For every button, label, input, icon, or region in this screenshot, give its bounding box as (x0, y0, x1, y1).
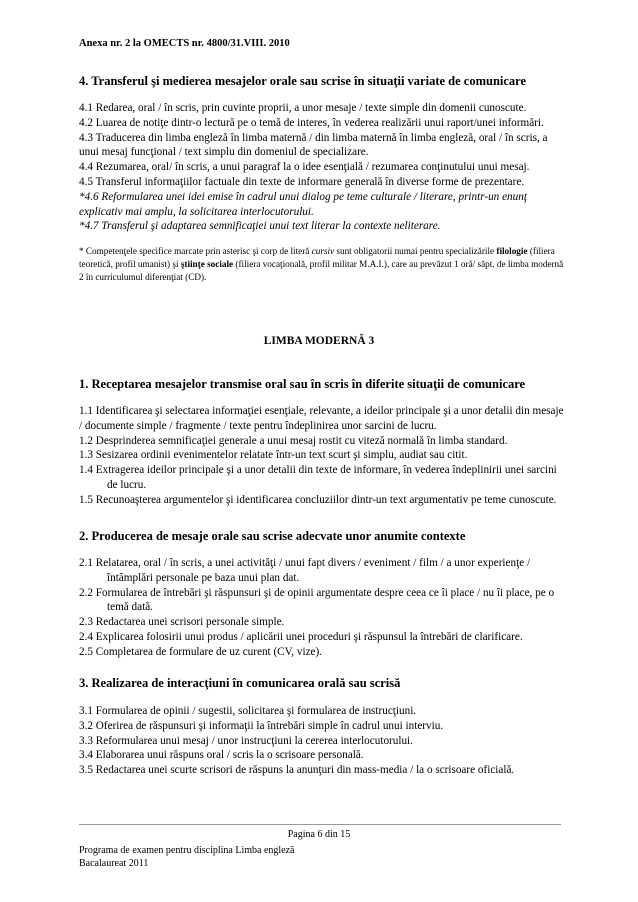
list-item-continuation: întâmplări personale pe baza unui plan dat. (107, 571, 300, 584)
list-item: 4.2 Luarea de notiţe dintr-o lectură pe o temă de interes, în vederea realizării unui raport/unei informări. (79, 116, 544, 129)
page-number: Pagina 6 din 15 (287, 829, 351, 840)
note-bold-word: filologie (496, 246, 528, 256)
list-item: 4.1 Redarea, oral / în scris, prin cuvinte proprii, a unor mesaje / texte simple din domenii cunoscute. (79, 102, 527, 114)
note-text: (filiera teoretică, profil umanist) şi (79, 246, 555, 269)
section-1-list (79, 404, 565, 508)
section-2-heading: 2. Producerea de mesaje orale sau scrise adecvate unor anumite contexte (79, 529, 466, 543)
list-item: 3.1 Formularea de opinii / sugestii, solicitarea şi formularea de instrucţiuni. (79, 705, 417, 717)
footer-line: Bacalaureat 2011 (79, 858, 149, 869)
section-4-list (79, 101, 565, 234)
note-italic-word: cursiv (311, 246, 335, 256)
note-text: sunt obligatorii numai pentru specializările (334, 246, 497, 256)
note-text: * Competenţele specifice marcate prin asterisc şi corp de literă (79, 246, 312, 256)
list-item: 2.2 Formularea de întrebări şi răspunsuri şi de opinii argumentate despre ceea ce îi place / nu îi place, pe o (79, 586, 555, 599)
list-item: 3.3 Reformularea unui mesaj / unor instrucţiuni la cererea interlocutorului. (79, 734, 413, 747)
section-3-list (79, 704, 565, 778)
list-item: 3.2 Oferirea de răspunsuri şi informaţii la întrebări simple în cadrul unui interviu. (79, 719, 444, 732)
list-item: 3.5 Redactarea unei scurte scrisori de răspuns la anunţuri din mass-media / la o scrisoare oficială. (79, 764, 515, 777)
footer-line: Programa de examen pentru disciplina Limba engleză (79, 845, 295, 856)
list-item: 4.5 Transferul informaţiilor factuale din texte de informare generală în diverse forme de prezentare. (79, 175, 525, 188)
list-item: 3.4 Elaborarea unui răspuns oral / scris la o scrisoare personală. (79, 749, 364, 762)
section-2-list (79, 556, 565, 660)
footer-text (79, 844, 294, 870)
note-text: (filiera vocaţională, profil militar M.A.I.), care au prevăzut 1 oră/ săpt. de limba modernă 2 în curriculumul diferenţiat (CD). (79, 258, 564, 282)
list-item: 2.3 Redactarea unei scrisori personale simple. (79, 616, 285, 629)
list-item: 1.1 Identificarea şi selectarea informaţiei esenţiale, relevante, a ideilor principale şi a unor detalii din mesaje / documente simple / fragmente / texte pentru îndeplinirea unor sarcini de lucru. (79, 405, 564, 432)
list-item: 1.4 Extragerea ideilor principale şi a unor detalii din texte de informare, în vederea îndeplinirii unei sarcini (79, 464, 557, 477)
list-item: 2.5 Completarea de formulare de uz curent (CV, vize). (79, 645, 323, 658)
footer-divider (79, 824, 561, 825)
annex-header: Anexa nr. 2 la OMECTS nr. 4800/31.VIII. 2010 (79, 38, 290, 49)
list-item-continuation: temă dată. (107, 601, 153, 614)
note-bold-word: ştiinţe sociale (180, 258, 234, 269)
list-item: 4.4 Rezumarea, oral/ în scris, a unui paragraf la o idee esenţială / rezumarea conţinutului unui mesaj. (79, 161, 530, 174)
list-item: 4.3 Traducerea din limba engleză în limba maternă / din limba maternă în limba engleză, oral / în scris, a unui mesaj funcţional / text simplu din domeniul de specializare. (79, 131, 548, 159)
list-item: 1.2 Desprinderea semnificaţiei generale a unui mesaj rostit cu viteză normală în limba standard. (79, 434, 508, 447)
list-item-optional: *4.6 Reformularea unei idei emise în cadrul unui dialog pe teme culturale / literare, printr-un enunţ explicativ mai amplu, la solicitarea interlocutorului. (79, 190, 527, 218)
section-1-heading: 1. Receptarea mesajelor transmise oral sau în scris în diferite situaţii de comunicare (79, 377, 526, 391)
section-3-heading: 3. Realizarea de interacţiuni în comunicarea orală sau scrisă (79, 676, 401, 690)
list-item: 2.4 Explicarea folosirii unui produs / aplicării unei proceduri şi răspunsul la întrebări de clarificare. (79, 630, 523, 643)
list-item-continuation: de lucru. (107, 478, 147, 491)
list-item-optional: *4.7 Transferul şi adaptarea semnificaţiei unui text literar la contexte neliterare. (79, 220, 441, 233)
asterisk-note (79, 245, 565, 283)
list-item: 2.1 Relatarea, oral / în scris, a unei activităţi / unui fapt divers / eveniment / film / a unor experienţe / (79, 557, 531, 569)
list-item: 1.3 Sesizarea ordinii evenimentelor relatate într-un text scurt şi simplu, audiat sau citit. (79, 449, 468, 462)
list-item: 1.5 Recunoaşterea argumentelor şi identificarea concluziilor dintr-un text argumentativ pe teme cunoscute. (79, 493, 557, 506)
section-4-heading: 4. Transferul şi medierea mesajelor orale sau scrise în situaţii variate de comunicare (79, 74, 527, 88)
section-title: LIMBA MODERNĂ 3 (263, 335, 375, 347)
